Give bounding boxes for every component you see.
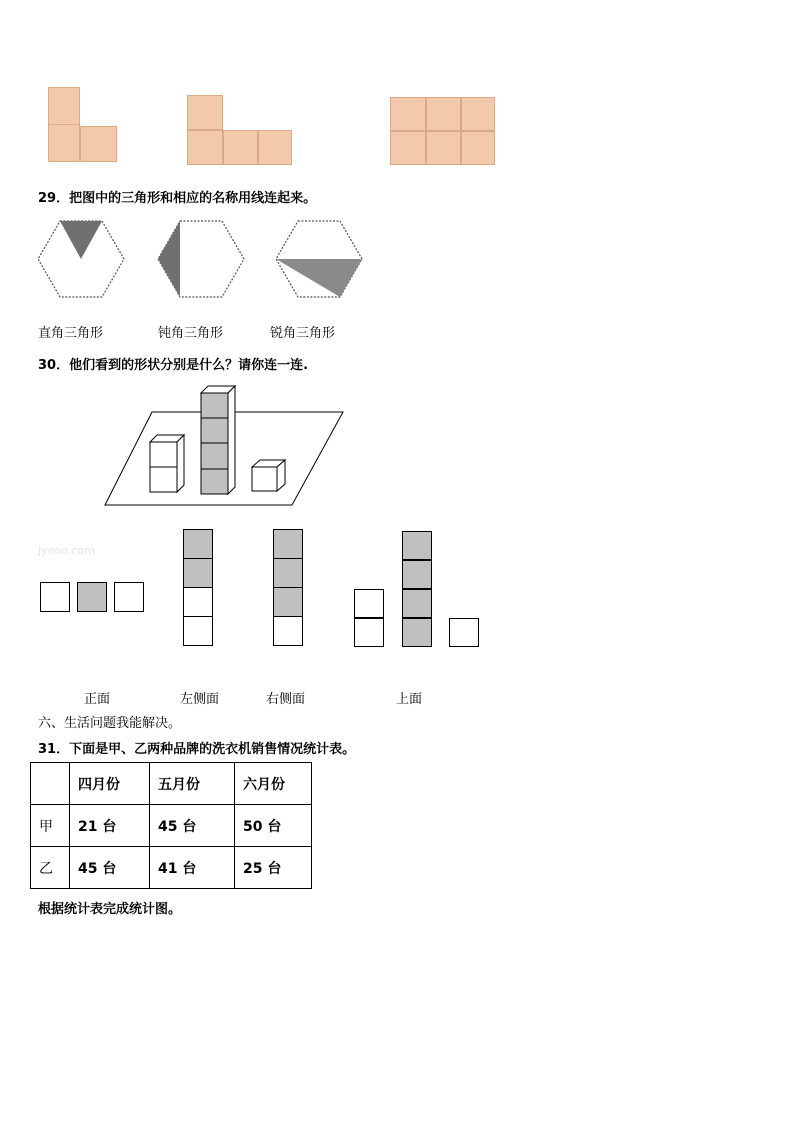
hexagon-right-triangle	[38, 221, 124, 297]
table-cell: 45 台	[70, 847, 150, 889]
table-cell: 25 台	[235, 847, 312, 889]
watermark: Jyeoo.com	[38, 544, 95, 557]
hexagon-acute-triangle	[276, 221, 362, 297]
table-cell: 41 台	[150, 847, 235, 889]
table-cell: 四月份	[70, 763, 150, 805]
hexagon-obtuse-triangle	[158, 221, 244, 297]
question-29: 29．把图中的三角形和相应的名称用线连起来。	[38, 191, 317, 206]
view-label-top: 上面	[396, 692, 423, 707]
table-header-row	[31, 763, 312, 805]
white-cube-stack	[150, 435, 184, 492]
table-cell: 六月份	[235, 763, 312, 805]
question-30: 30．他们看到的形状分别是什么？请你连一连.	[38, 358, 309, 373]
table-cell: 五月份	[150, 763, 235, 805]
table-cell: 21 台	[70, 805, 150, 847]
table-cell: 50 台	[235, 805, 312, 847]
cube-scene	[100, 380, 350, 510]
chart-instruction: 根据统计表完成统计图。	[38, 902, 182, 917]
table-cell: 甲	[31, 805, 70, 847]
sales-table	[30, 762, 312, 889]
table-cell: 乙	[31, 847, 70, 889]
view-label-front: 正面	[84, 692, 111, 707]
table-cell	[31, 763, 70, 805]
gray-cube-stack	[201, 386, 235, 494]
single-cube	[252, 460, 285, 491]
question-31: 31．下面是甲、乙两种品牌的洗衣机销售情况统计表。	[38, 742, 356, 757]
label-obtuse-triangle: 钝角三角形	[158, 326, 224, 341]
section-6-heading: 六、生活问题我能解决。	[38, 716, 182, 731]
view-label-right: 右侧面	[266, 692, 306, 707]
label-right-triangle: 直角三角形	[38, 326, 104, 341]
view-label-left: 左侧面	[180, 692, 220, 707]
table-row	[31, 847, 312, 889]
table-row	[31, 805, 312, 847]
label-acute-triangle: 锐角三角形	[270, 326, 336, 341]
table-cell: 45 台	[150, 805, 235, 847]
hexagon-triangles	[38, 218, 368, 302]
